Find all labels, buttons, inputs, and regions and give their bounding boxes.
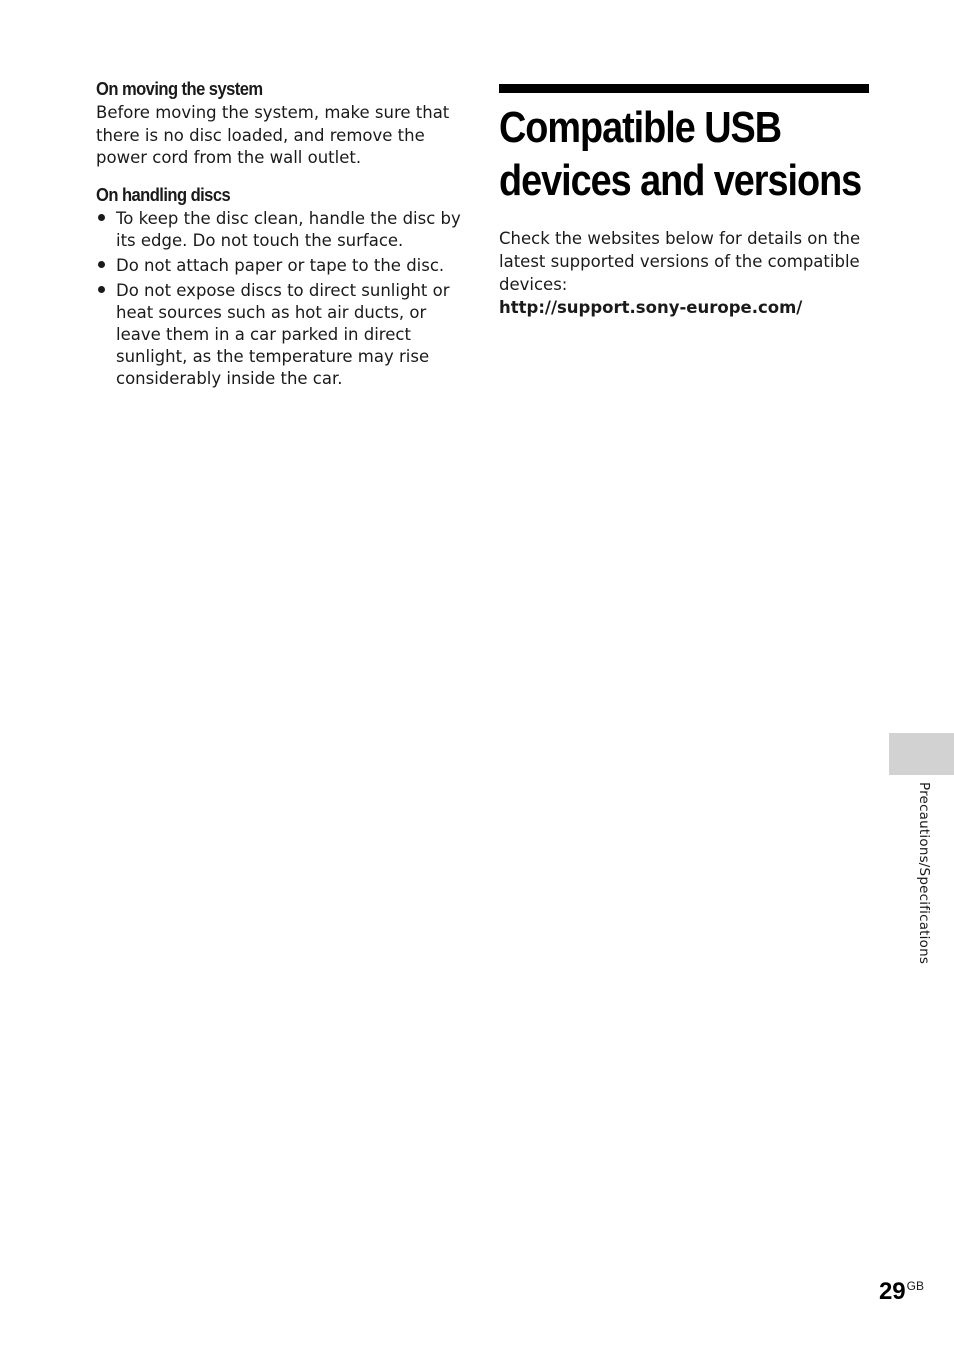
bullet-dot-icon	[98, 286, 105, 293]
section-heading-handling: On handling discs	[96, 184, 231, 205]
intro-line-2: latest supported versions of the compatible	[499, 252, 860, 271]
side-tab-marker	[889, 733, 954, 775]
bullet-3-line-4: sunlight, as the temperature may rise	[116, 346, 430, 366]
chapter-title	[499, 101, 862, 207]
bullet-item-clean	[96, 208, 468, 252]
section-heading-moving: On moving the system	[96, 79, 263, 99]
page-number-suffix: GB	[906, 1279, 924, 1293]
intro-line-1: Check the websites below for details on the	[499, 229, 861, 248]
bullet-3-line-3: leave them in a car parked in direct	[116, 324, 411, 344]
moving-line-2: there is no disc loaded, and remove the	[96, 125, 425, 145]
bullet-item-sunlight	[96, 280, 468, 390]
handling-bullet-list	[96, 208, 468, 390]
title-rule	[499, 84, 869, 93]
intro-paragraph	[499, 227, 869, 319]
moving-line-3: power cord from the wall outlet.	[96, 148, 362, 167]
bullet-dot-icon	[98, 261, 105, 268]
bullet-1-line-1: To keep the disc clean, handle the disc by	[116, 208, 461, 228]
bullet-item-paper	[96, 255, 468, 277]
moving-paragraph	[96, 102, 468, 170]
moving-line-1: Before moving the system, make sure that	[96, 103, 450, 122]
chapter-title-line-1: Compatible USB	[499, 103, 781, 152]
bullet-1-line-2: its edge. Do not touch the surface.	[116, 230, 404, 250]
support-link[interactable]: http://support.sony-europe.com/	[499, 298, 803, 317]
page-number-value: 29	[878, 1278, 906, 1305]
chapter-title-line-2: devices and versions	[499, 156, 862, 205]
bullet-3-line-5: considerably inside the car.	[116, 368, 343, 388]
side-section-label: Precautions/Specifications	[916, 782, 932, 965]
right-column	[499, 84, 869, 319]
bullet-3-line-1: Do not expose discs to direct sunlight or	[116, 280, 450, 300]
left-column	[96, 76, 468, 393]
intro-line-3: devices:	[499, 275, 568, 294]
bullet-3-line-2: heat sources such as hot air ducts, or	[116, 302, 427, 322]
bullet-dot-icon	[98, 214, 105, 221]
bullet-2-line-1: Do not attach paper or tape to the disc.	[116, 255, 445, 275]
page-number	[879, 1278, 924, 1306]
